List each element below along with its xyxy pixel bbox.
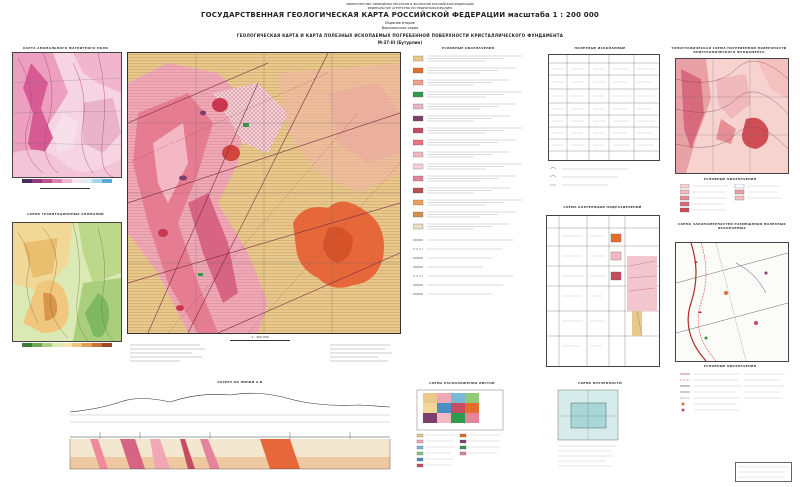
- legend-swatch: [413, 140, 423, 145]
- gravity-scale-bar: [22, 343, 112, 347]
- right-legend-swatches: [680, 184, 785, 218]
- legend-swatch: [413, 152, 423, 157]
- legend-swatch: [413, 104, 423, 109]
- mineral-symbols: [548, 165, 638, 193]
- legend-swatch: [413, 188, 423, 193]
- legend-swatch: [413, 176, 423, 181]
- legend-swatch: [413, 56, 423, 61]
- minerals-title: ПОЛЕЗНЫЕ ИСКОПАЕМЫЕ: [574, 46, 626, 50]
- regularities-scheme-map: [675, 242, 789, 362]
- series-label: Воронежская серия: [381, 26, 419, 30]
- regularities-scheme-title: СХЕМА ЗАКОНОМЕРНОСТЕЙ РАЗМЕЩЕНИЯ ПОЛЕЗНЫХ ИСКОПАЕМЫХ: [678, 222, 786, 230]
- legend-block: [413, 54, 533, 324]
- magnetic-map-title: КАРТА АНОМАЛЬНОГО МАГНИТНОГО ПОЛЯ: [22, 46, 109, 50]
- legend-swatch: [413, 68, 423, 73]
- legend-swatch: [413, 128, 423, 133]
- map-title: ГОСУДАРСТВЕННАЯ ГЕОЛОГИЧЕСКАЯ КАРТА РОССИЙСКОЙ ФЕДЕРАЦИИ масштаба 1 : 200 000: [200, 11, 599, 19]
- topographic-scheme-map: [675, 58, 789, 174]
- sheet-layout-inset: [415, 388, 505, 480]
- sheet-code: М-37-III (Бутурлин): [377, 40, 423, 45]
- ministry-line-2: ФЕДЕРАЛЬНОЕ АГЕНТСТВО ПО НЕДРОПОЛЬЗОВАНИЮ: [367, 6, 453, 10]
- map-notes-right: [330, 342, 395, 364]
- legend-swatch: [413, 92, 423, 97]
- right-bottom-legend: [680, 371, 790, 441]
- legend-swatch: [413, 200, 423, 205]
- ministry-line-1: МИНИСТЕРСТВО ПРИРОДНЫХ РЕСУРСОВ И ЭКОЛОГИИ РОССИЙСКОЙ ФЕДЕРАЦИИ: [346, 2, 474, 6]
- geological-cross-section: [60, 387, 400, 482]
- magnetic-scale-bar: [22, 179, 112, 184]
- legend-swatch: [413, 164, 423, 169]
- legend-swatch: [413, 116, 423, 121]
- stratigraphy-column: [546, 215, 660, 367]
- magnetic-scale-line: [40, 188, 90, 192]
- main-scale-line: [230, 340, 290, 343]
- map-notes-left: [130, 342, 210, 364]
- ministry-header: [220, 2, 600, 10]
- study-scheme-inset: [556, 388, 641, 473]
- legend-swatches: [413, 54, 533, 324]
- legend-swatch: [413, 212, 423, 217]
- edition-label: Издание второе: [385, 21, 415, 25]
- study-scheme-title: СХЕМА ИЗУЧЕННОСТИ: [578, 381, 622, 385]
- legend-swatch: [413, 224, 423, 229]
- right-bottom-legend-title: УСЛОВНЫЕ ОБОЗНАЧЕНИЯ: [703, 364, 757, 368]
- topographic-scheme-title: ТОПОГРАФИЧЕСКАЯ СХЕМА ПОГРЕБЕННОЙ ПОВЕРХНОСТИ КРИСТАЛЛИЧЕСКОГО ФУНДАМЕНТА: [671, 46, 787, 54]
- main-geological-map[interactable]: [127, 52, 401, 334]
- magnetic-anomaly-map: [12, 52, 122, 178]
- section-title: РАЗРЕЗ ПО ЛИНИИ А-Б: [217, 380, 263, 384]
- minerals-table: [548, 54, 660, 161]
- sheet-layout-title: СХЕМА РАСПОЛОЖЕНИЯ ЛИСТОВ: [429, 381, 495, 385]
- gravity-map-title: СХЕМА ГРАВИТАЦИОННЫХ АНОМАЛИЙ: [27, 212, 104, 216]
- stratigraphy-title: СХЕМА КОРРЕЛЯЦИИ ПОДРАЗДЕЛЕНИЙ: [563, 205, 642, 209]
- stamp-box: [735, 462, 792, 482]
- sheet-title: ГЕОЛОГИЧЕСКАЯ КАРТА И КАРТА ПОЛЕЗНЫХ ИСКОПАЕМЫХ ПОГРЕБЕННОЙ ПОВЕРХНОСТИ КРИСТАЛЛИЧЕСКОГО ФУНДАМЕНТА: [236, 33, 564, 38]
- legend-swatch: [413, 80, 423, 85]
- gravity-anomaly-map: [12, 222, 122, 342]
- legend-title: УСЛОВНЫЕ ОБОЗНАЧЕНИЯ: [441, 46, 495, 50]
- main-scale-label: 1 : 200 000: [251, 335, 269, 339]
- right-legend-title: УСЛОВНЫЕ ОБОЗНАЧЕНИЯ: [703, 177, 757, 181]
